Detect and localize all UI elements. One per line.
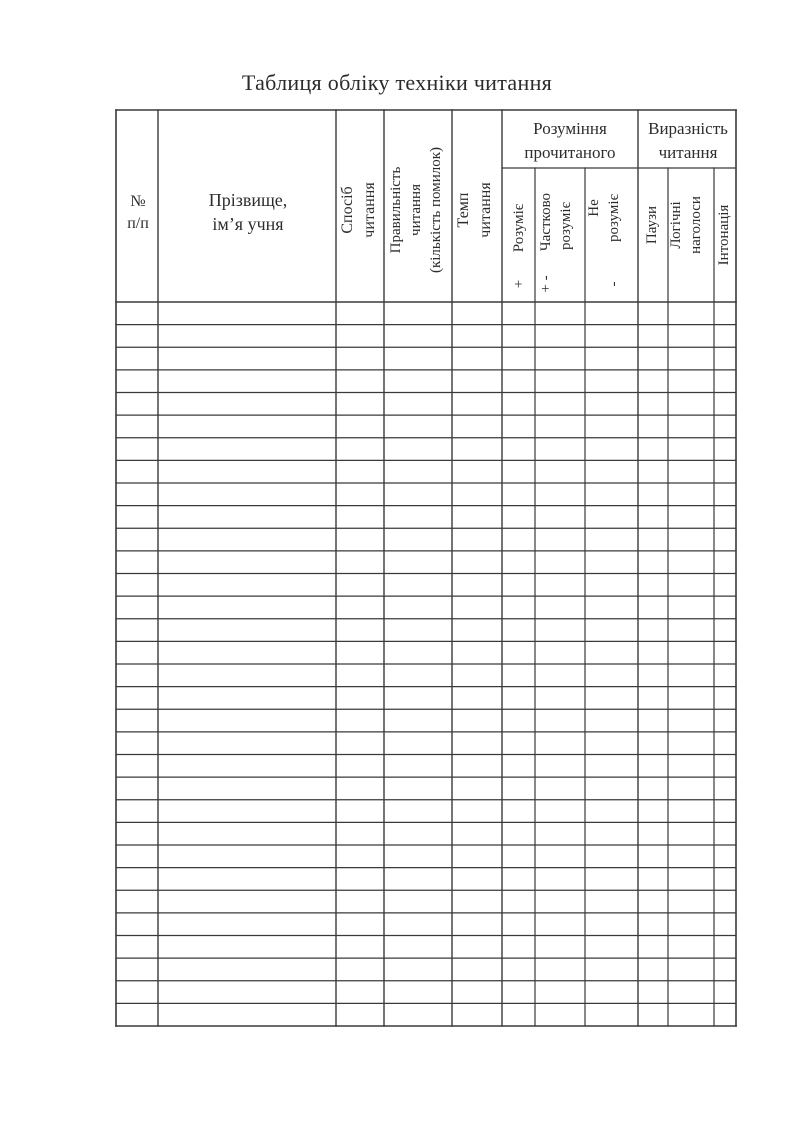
- header-number-line1: №: [130, 193, 146, 210]
- table-grid: [116, 110, 736, 1026]
- header-understands-sign: +: [511, 279, 527, 289]
- header-name-line2: ім’я учня: [212, 214, 284, 234]
- header-logical-line1: Логічні: [668, 201, 684, 249]
- header-partially-label1: Частково: [538, 192, 554, 252]
- header-expressiveness-line1: Виразність: [648, 119, 728, 138]
- header-understands-label: Розуміє: [511, 203, 527, 253]
- header-number-line2: п/п: [127, 215, 149, 232]
- header-method-line2: читання: [361, 182, 378, 238]
- header-not-label1: Не: [586, 199, 602, 217]
- header-understanding-line1: Розуміння: [533, 119, 607, 138]
- header-partially-label2: розуміє: [558, 201, 574, 251]
- header-correctness-line2: читання: [408, 184, 424, 236]
- header-intonation: Інтонація: [716, 204, 732, 266]
- header-expressiveness-line2: читання: [658, 143, 718, 162]
- header-pauses: Паузи: [644, 205, 660, 245]
- header-pace-line1: Темп: [455, 192, 472, 228]
- header-pace-line2: читання: [477, 182, 494, 238]
- header-partially-sign: + -: [538, 275, 554, 293]
- header-method-line1: Спосіб: [339, 186, 356, 234]
- header-name-line1: Прізвище,: [208, 190, 288, 210]
- header-logical-line2: наголоси: [688, 196, 704, 254]
- header-understanding-line2: прочитаного: [524, 143, 616, 162]
- header-correctness-line1: Правильність: [388, 166, 404, 254]
- header-not-sign: -: [606, 281, 622, 287]
- header-not-label2: розуміє: [606, 193, 622, 243]
- header-correctness-line3: (кількість помилок): [428, 146, 444, 274]
- page-title: Таблиця обліку техніки читання: [241, 70, 553, 95]
